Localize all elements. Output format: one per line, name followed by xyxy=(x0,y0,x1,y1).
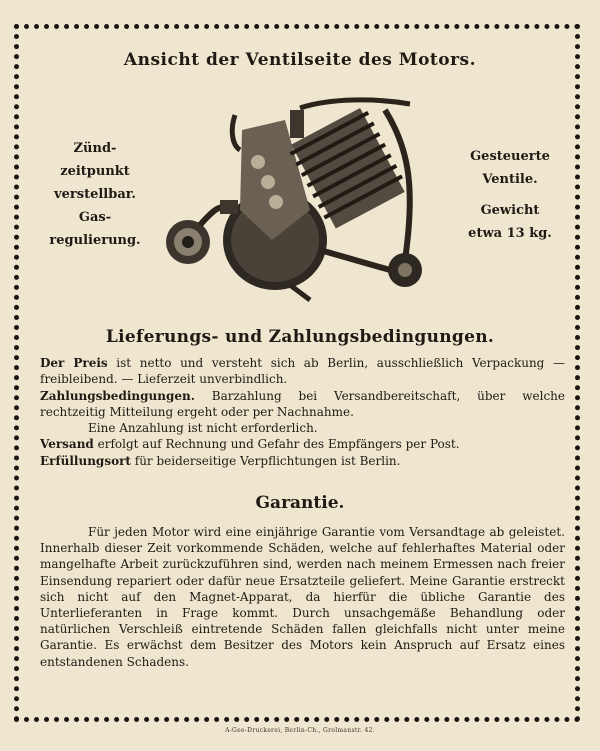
payment-label: Zahlungsbedingungen. xyxy=(40,388,195,403)
guarantee-text: Für jeden Motor wird eine einjährige Garantie vom Versandtage ab geleistet. Innerhalb dieser Zeit vorkommende Schäden, welche auf fehlerhaftes Material oder mangelhafte Arbeit zurückzuführen sind, werden nach meinem Ermessen nach freier Einsendung repariert oder dafür neue Ersatzteile geliefert. Meine Garantie erstreckt sich nicht auf den Magnet-Apparat, da hierfür die übliche Garantie des Unterlieferanten in Frage kommt. Durch unsachgemäße Behandlung oder natürlichen Verschleiß eintretende Schäden fallen gleichfalls nicht unter meine Garantie. Es erwächst dem Besitzer des Motors kein Anspruch auf Ersatz eines entstandenen Schadens. xyxy=(40,525,565,669)
left-feature-note xyxy=(40,137,150,252)
shipping-label: Versand xyxy=(40,437,94,452)
right-note-line: Gesteuerte xyxy=(470,149,550,164)
terms-heading: Lieferungs- und Zahlungsbedingungen. xyxy=(105,327,495,347)
printer-imprint: A-Gee-Druckerei, Berlin-Ch., Grolmanstr. 42. xyxy=(225,727,375,734)
left-note-line: Zünd- xyxy=(73,141,117,156)
motor-illustration-icon xyxy=(160,90,430,315)
shipping-text: erfolgt auf Rechnung und Gefahr des Empfängers per Post. xyxy=(97,437,460,452)
fulfillment-text: für beiderseitige Verpflichtungen ist Berlin. xyxy=(134,453,401,468)
left-note-line: Gas- xyxy=(78,210,112,225)
guarantee-heading: Garantie. xyxy=(255,493,345,513)
terms-fulfillment xyxy=(40,453,565,469)
page-title: Ansicht der Ventilseite des Motors. xyxy=(123,50,477,70)
price-text: ist netto und versteht sich ab Berlin, ausschließlich Verpackung — freibleibend. — Lieferzeit unverbindlich. xyxy=(40,356,565,387)
fulfillment-label: Erfüllungsort xyxy=(40,453,131,468)
terms-deposit: Eine Anzahlung ist nicht erforderlich. xyxy=(88,421,318,436)
payment-text: Barzahlung bei Versandbereitschaft, über welche rechtzeitig Mitteilung ergeht oder per Nachnahme. xyxy=(40,388,565,419)
right-note-line: etwa 13 kg. xyxy=(468,226,552,241)
right-note-line: Gewicht xyxy=(480,203,540,218)
left-note-line: verstellbar. xyxy=(54,187,136,202)
right-note-line: Ventile. xyxy=(482,172,538,187)
terms-shipping xyxy=(40,436,565,452)
terms-section xyxy=(40,355,565,469)
right-feature-note xyxy=(450,145,570,245)
price-label: Der Preis xyxy=(40,356,108,370)
terms-price xyxy=(40,355,565,388)
terms-payment xyxy=(40,388,565,421)
left-note-line: regulierung. xyxy=(49,233,141,248)
left-note-line: zeitpunkt xyxy=(60,164,130,179)
